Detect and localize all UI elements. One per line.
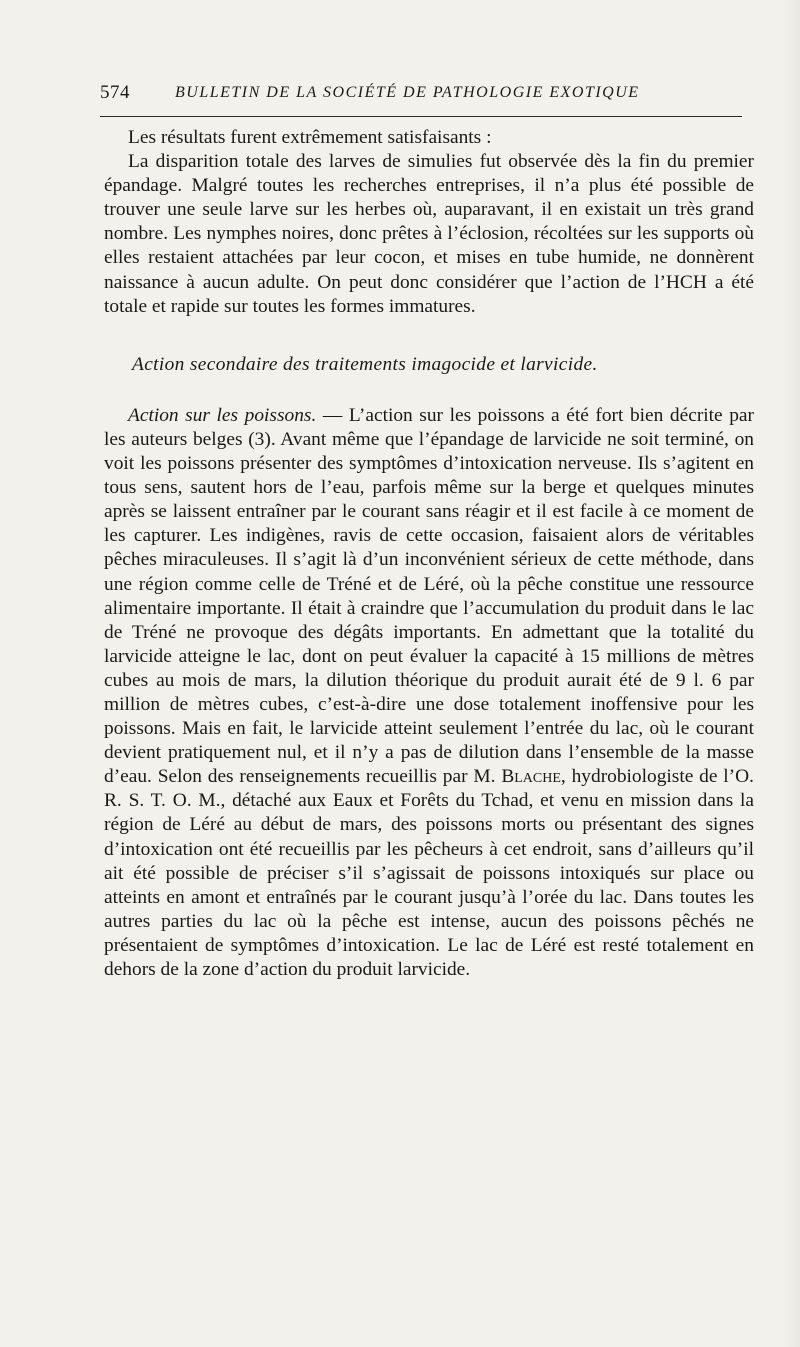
larvae-disappearance-paragraph: La disparition totale des larves de simulies fut observée dès la fin du premier épandage. Malgré toutes les recherches entreprises, il n’a plus été possible de trouver une seule larve sur les herbes où, auparavant, il en existait un très grand nombre. Les nymphes noires, donc prêtes à l’éclosion, récoltées sur les supports où elles restaient attachées par leur cocon, et mises en tube humide, ne donnèrent naissance à aucun adulte. On peut donc considérer que l’action de l’HCH a été totale et rapide sur toutes les formes immatures.: [104, 151, 754, 317]
fish-action-text-part-1: — L’action sur les poissons a été fort bien décrite par les auteurs belges (3). Avant même que l’épandage de larvicide ne soit terminé, on voit les poissons présenter des symptômes d’intoxication nerveuse. Ils s’agitent en tous sens, sautent hors de l’eau, parfois même sur la berge et quelques minutes après se laissent entraîner par le courant sans réagir et il est facile à ce moment de les capturer. Les indigènes, ravis de cette occasion, faisaient alors de véritables pêches miraculeuses. Il s’agit là d’un inconvénient sérieux de cette méthode, dans une région comme celle de Tréné et de Léré, où la pêche constitue une ressource alimentaire importante. Il était à craindre que l’accumulation du produit dans le lac de Tréné ne provoque des dégâts importants. En admettant que la totalité du larvicide atteigne le lac, dont on peut évaluer la capacité à 15 millions de mètres cubes au mois de mars, la dilution théorique du produit aurait été de 9 l. 6 par million de mètres cubes, c’est-à-dire une dose totalement inoffensive pour les poissons. Mais en fait, le larvicide atteint seulement l’entrée du lac, où le courant devient pratiquement nul, et il n’y a pas de dilution dans l’ensemble de la masse d’eau. Selon des renseignements recueillis par M.: [104, 404, 754, 788]
page-number: 574: [100, 82, 130, 103]
fish-action-text-part-2: , hydrobiologiste de l’O. R. S. T. O. M., détaché aux Eaux et Forêts du Tchad, et venu en mission dans la région de Léré au début de mars, des poissons morts ou présentant des signes d’intoxication ont été recueillis par les pêcheurs à cet endroit, sans d’ailleurs qu’il ait été possible de préciser s’il s’agissait de poissons intoxiqués sur place ou atteints en amont et entraînés par le courant jusqu’à l’orée du lac. Dans toutes les autres parties du lac où la pêche est intense, aucun des poissons pêchés ne présentaient de symptômes d’intoxication. Le lac de Léré est resté totalement en dehors de la zone d’action du produit larvicide.: [104, 766, 754, 980]
results-intro-paragraph: Les résultats furent extrêmement satisfaisants :: [128, 127, 492, 148]
header-rule: [100, 116, 742, 117]
section-heading: Action secondaire des traitements imagocide et larvicide.: [132, 353, 598, 375]
article-body: [104, 126, 754, 982]
person-name: Blache: [501, 766, 561, 788]
paper-edge-shadow: [782, 0, 800, 1347]
fish-action-paragraph: [104, 404, 754, 982]
running-head: [100, 82, 742, 112]
journal-title: BULLETIN DE LA SOCIÉTÉ DE PATHOLOGIE EXOTIQUE: [175, 84, 640, 101]
subsection-lead: Action sur les poissons.: [128, 404, 317, 426]
